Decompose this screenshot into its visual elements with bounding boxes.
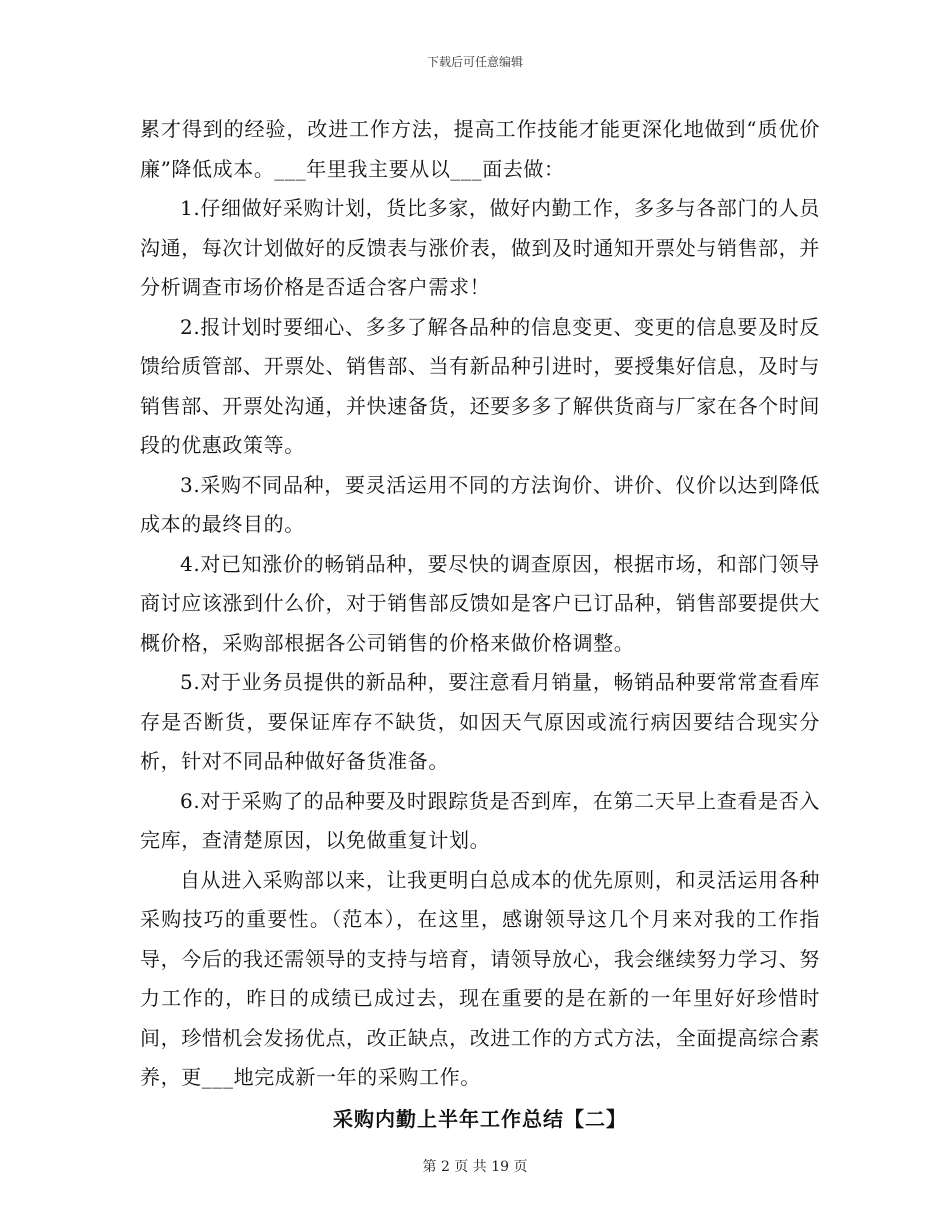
paragraph-closing: 自从进入采购部以来，让我更明白总成本的优先原则，和灵活运用各种采购技巧的重要性。（范本），在这里，感谢领导这几个月来对我的工作指导，今后的我还需领导的支持与培育，请领导放心，我会继续努力学习、努力工作的，昨日的成绩已成过去，现在重要的是在新的一年里好好珍惜时间，珍惜机会发扬优点，改正缺点，改进工作的方式方法，全面提高综合素养，更___地完成新一年的采购工作。 <box>140 867 820 1089</box>
section-heading: 采购内勤上半年工作总结【二】 <box>333 1106 627 1131</box>
paragraph-continuation: 累才得到的经验，改进工作方法，提高工作技能才能更深化地做到“质优价廉”降低成本。___年里我主要从以___面去做： <box>140 117 820 181</box>
paragraph-item-6: 6.对于采购了的品种要及时跟踪货是否到库，在第二天早上查看是否入完库，查清楚原因，以免做重复计划。 <box>140 788 820 852</box>
page-header: 下载后可任意编辑 <box>426 55 523 69</box>
paragraph-item-1: 1.仔细做好采购计划，货比多家，做好内勤工作，多多与各部门的人员沟通，每次计划做好的反馈表与涨价表，做到及时通知开票处与销售部，并分析调查市场价格是否适合客户需求！ <box>140 196 820 299</box>
paragraph-item-4: 4.对已知涨价的畅销品种，要尽快的调查原因，根据市场，和部门领导商讨应该涨到什么价，对于销售部反馈如是客户已订品种，销售部要提供大概价格，采购部根据各公司销售的价格来做价格调整。 <box>140 551 820 655</box>
paragraph-item-2: 2.报计划时要细心、多多了解各品种的信息变更、变更的信息要及时反馈给质管部、开票处、销售部、当有新品种引进时，要授集好信息，及时与销售部、开票处沟通，并快速备货，还要多多了解供货商与厂家在各个时间段的优惠政策等。 <box>140 314 820 457</box>
paragraph-item-3: 3.采购不同品种，要灵活运用不同的方法询价、讲价、仪价以达到降低成本的最终目的。 <box>140 472 820 536</box>
paragraph-item-5: 5.对于业务员提供的新品种，要注意看月销量，畅销品种要常常查看库存是否断货，要保证库存不缺货，如因天气原因或流行病因要结合现实分析，针对不同品种做好备货准备。 <box>140 670 820 773</box>
page-footer: 第 2 页 共 19 页 <box>422 1159 528 1175</box>
document-body <box>140 110 820 1139</box>
